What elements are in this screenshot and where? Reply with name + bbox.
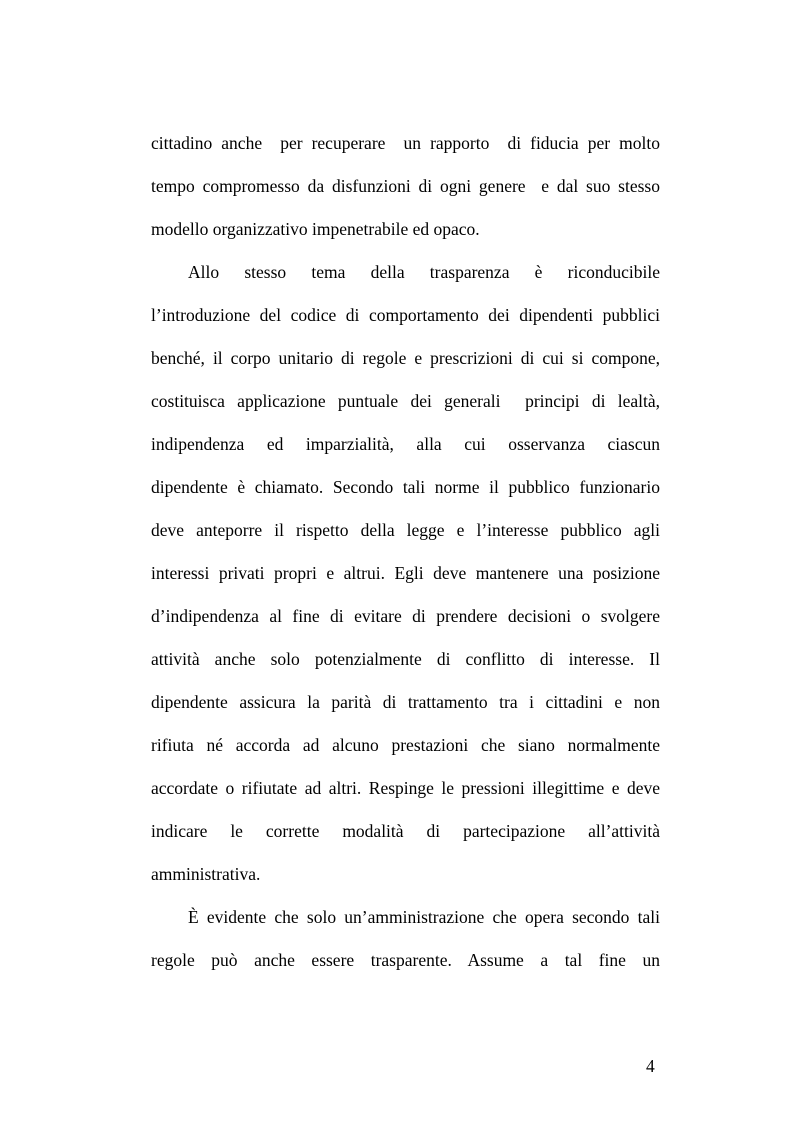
text-line: cittadino anche per recuperare un rapporto di fiducia per molto — [151, 133, 660, 153]
body-text — [151, 122, 660, 982]
page-number: 4 — [646, 1056, 655, 1076]
text-line: amministrativa. — [151, 864, 261, 884]
text-line: l’introduzione del codice di comportamento dei dipendenti pubblici — [151, 305, 660, 325]
text-line: dipendente è chiamato. Secondo tali norme il pubblico funzionario — [151, 477, 660, 497]
text-line: regole può anche essere trasparente. Assume a tal fine un — [151, 950, 660, 970]
text-line: È evidente che solo un’amministrazione che opera secondo tali — [188, 907, 660, 927]
text-line: modello organizzativo impenetrabile ed opaco. — [151, 219, 480, 239]
text-line: attività anche solo potenzialmente di conflitto di interesse. Il — [151, 649, 660, 669]
text-line: indipendenza ed imparzialità, alla cui osservanza ciascun — [151, 434, 660, 454]
text-line: accordate o rifiutate ad altri. Respinge le pressioni illegittime e deve — [151, 778, 660, 798]
text-line: indicare le corrette modalità di partecipazione all’attività — [151, 821, 660, 841]
text-line: dipendente assicura la parità di trattamento tra i cittadini e non — [151, 692, 660, 712]
text-line: deve anteporre il rispetto della legge e l’interesse pubblico agli — [151, 520, 660, 540]
text-line: rifiuta né accorda ad alcuno prestazioni che siano normalmente — [151, 735, 660, 755]
text-line: tempo compromesso da disfunzioni di ogni genere e dal suo stesso — [151, 176, 660, 196]
text-line: costituisca applicazione puntuale dei generali principi di lealtà, — [151, 391, 660, 411]
text-line: interessi privati propri e altrui. Egli deve mantenere una posizione — [151, 563, 660, 583]
text-line: benché, il corpo unitario di regole e prescrizioni di cui si compone, — [151, 348, 660, 368]
text-line: d’indipendenza al fine di evitare di prendere decisioni o svolgere — [151, 606, 660, 626]
text-line: Allo stesso tema della trasparenza è riconducibile — [188, 262, 660, 282]
